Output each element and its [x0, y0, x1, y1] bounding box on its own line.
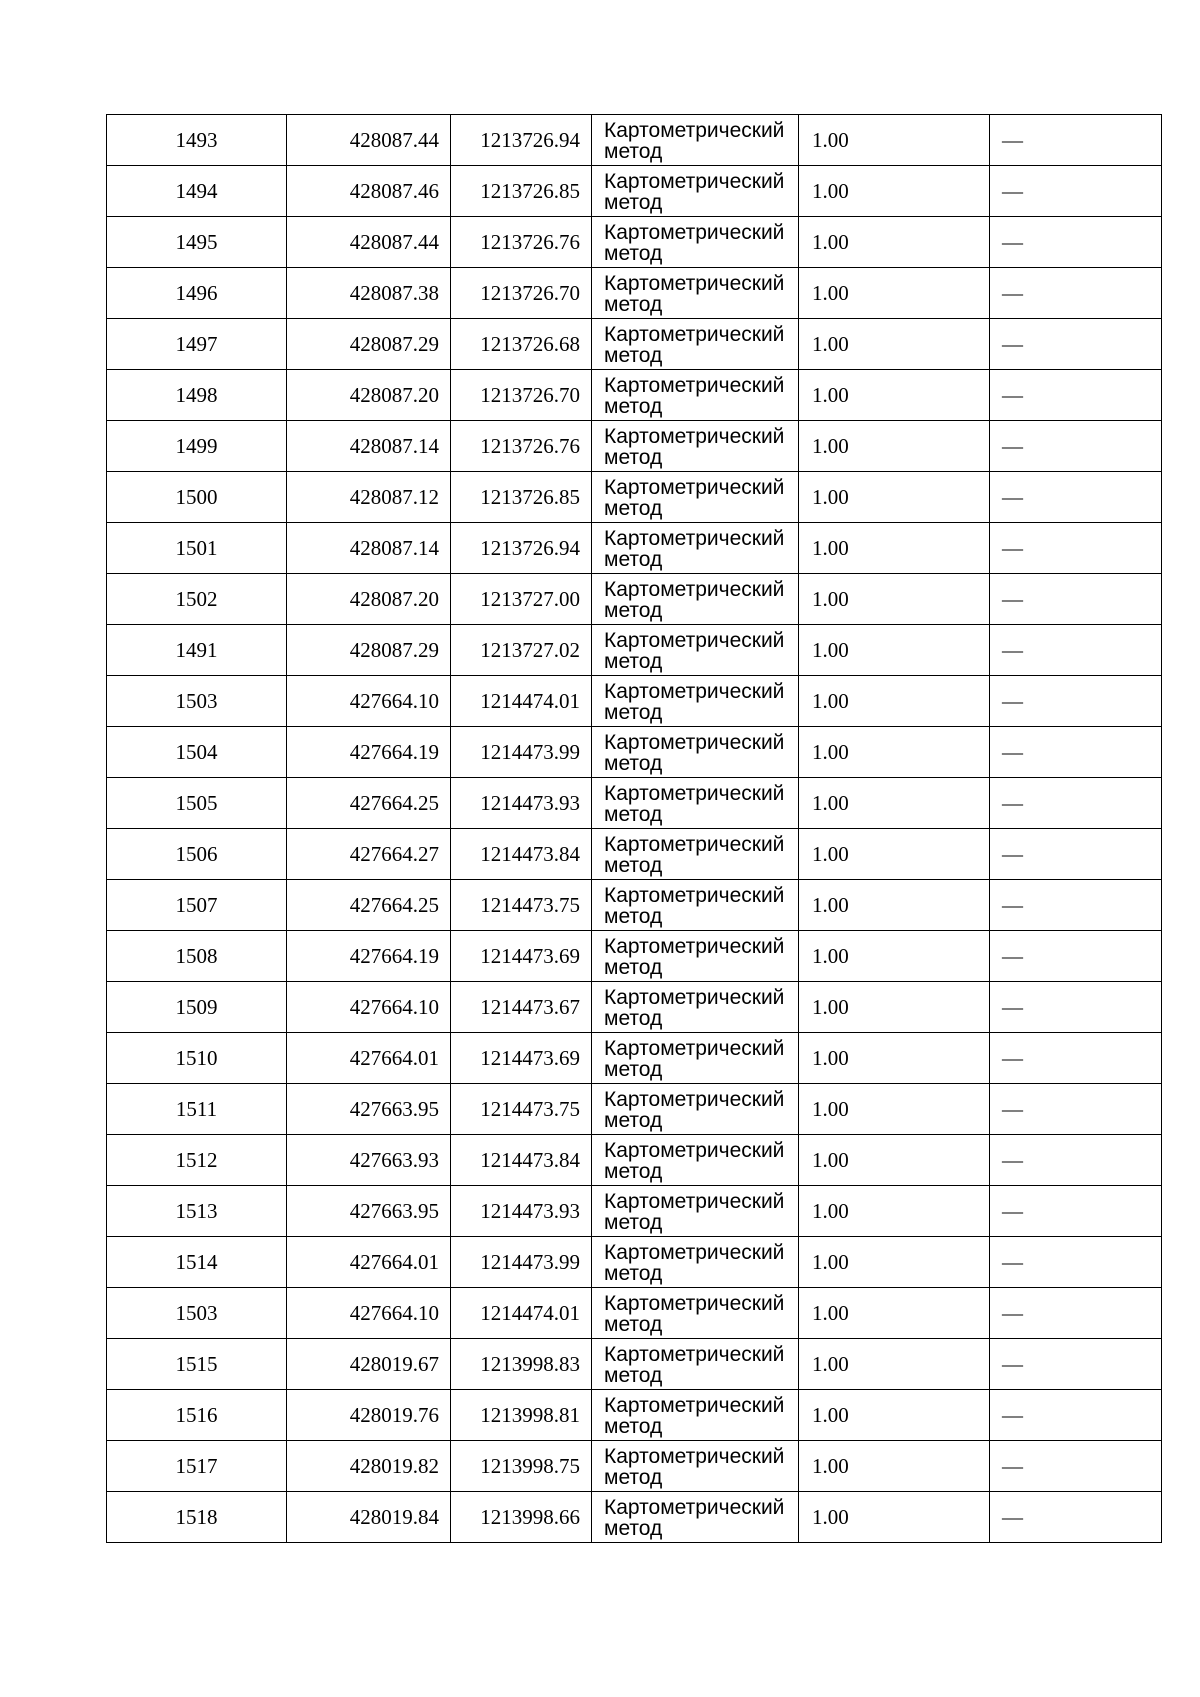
accuracy-cell: 1.00 [799, 472, 990, 523]
x-coordinate-cell: 428019.67 [287, 1339, 451, 1390]
method-text: Картометрический метод [604, 577, 785, 622]
x-coordinate-cell: 427663.95 [287, 1186, 451, 1237]
dash-text: — [1002, 1351, 1023, 1376]
dash-text: — [1002, 535, 1023, 560]
y-coordinate-cell: 1214473.99 [451, 1237, 592, 1288]
method-text: Картометрический метод [604, 526, 785, 571]
method-text: Картометрический метод [604, 781, 785, 826]
method-text: Картометрический метод [604, 220, 785, 265]
note-cell [990, 472, 1162, 523]
point-number-cell: 1503 [107, 676, 287, 727]
x-coordinate-cell: 427664.25 [287, 778, 451, 829]
point-number-cell: 1515 [107, 1339, 287, 1390]
accuracy-cell: 1.00 [799, 1186, 990, 1237]
point-number-cell: 1500 [107, 472, 287, 523]
x-coordinate-cell: 428087.38 [287, 268, 451, 319]
accuracy-cell: 1.00 [799, 727, 990, 778]
method-cell [592, 982, 799, 1033]
x-coordinate-cell: 427664.19 [287, 727, 451, 778]
note-cell [990, 1237, 1162, 1288]
method-cell [592, 931, 799, 982]
method-text: Картометрический метод [604, 373, 785, 418]
method-text: Картометрический метод [604, 1291, 785, 1336]
x-coordinate-cell: 428087.14 [287, 523, 451, 574]
method-text: Картометрический метод [604, 1393, 785, 1438]
table-row [107, 625, 1162, 676]
x-coordinate-cell: 428087.44 [287, 217, 451, 268]
note-cell [990, 1288, 1162, 1339]
coordinates-table [106, 114, 1162, 1543]
note-cell [990, 727, 1162, 778]
point-number-cell: 1507 [107, 880, 287, 931]
x-coordinate-cell: 427663.93 [287, 1135, 451, 1186]
dash-text: — [1002, 688, 1023, 713]
accuracy-cell: 1.00 [799, 166, 990, 217]
dash-text: — [1002, 586, 1023, 611]
table-row [107, 268, 1162, 319]
table-row [107, 1288, 1162, 1339]
dash-text: — [1002, 994, 1023, 1019]
method-text: Картометрический метод [604, 118, 785, 163]
method-cell [592, 319, 799, 370]
dash-text: — [1002, 127, 1023, 152]
note-cell [990, 1441, 1162, 1492]
method-cell [592, 625, 799, 676]
note-cell [990, 1390, 1162, 1441]
y-coordinate-cell: 1214473.84 [451, 829, 592, 880]
method-cell [592, 1492, 799, 1543]
method-text: Картометрический метод [604, 475, 785, 520]
table-row [107, 217, 1162, 268]
method-cell [592, 880, 799, 931]
table-row [107, 829, 1162, 880]
table-row [107, 1186, 1162, 1237]
method-text: Картометрический метод [604, 985, 785, 1030]
dash-text: — [1002, 739, 1023, 764]
dash-text: — [1002, 178, 1023, 203]
accuracy-cell: 1.00 [799, 1390, 990, 1441]
dash-text: — [1002, 790, 1023, 815]
x-coordinate-cell: 428087.20 [287, 574, 451, 625]
table-row [107, 1237, 1162, 1288]
y-coordinate-cell: 1213726.76 [451, 217, 592, 268]
dash-text: — [1002, 280, 1023, 305]
method-cell [592, 523, 799, 574]
method-text: Картометрический метод [604, 1138, 785, 1183]
dash-text: — [1002, 382, 1023, 407]
accuracy-cell: 1.00 [799, 829, 990, 880]
point-number-cell: 1517 [107, 1441, 287, 1492]
note-cell [990, 676, 1162, 727]
note-cell [990, 523, 1162, 574]
table-row [107, 472, 1162, 523]
accuracy-cell: 1.00 [799, 523, 990, 574]
table-row [107, 319, 1162, 370]
accuracy-cell: 1.00 [799, 1441, 990, 1492]
coordinates-table-body [107, 115, 1162, 1543]
dash-text: — [1002, 1198, 1023, 1223]
table-row [107, 1135, 1162, 1186]
x-coordinate-cell: 427664.25 [287, 880, 451, 931]
method-cell [592, 1135, 799, 1186]
method-cell [592, 1186, 799, 1237]
table-row [107, 574, 1162, 625]
note-cell [990, 421, 1162, 472]
x-coordinate-cell: 427663.95 [287, 1084, 451, 1135]
accuracy-cell: 1.00 [799, 421, 990, 472]
method-text: Картометрический метод [604, 1087, 785, 1132]
dash-text: — [1002, 943, 1023, 968]
method-text: Картометрический метод [604, 832, 785, 877]
y-coordinate-cell: 1214473.69 [451, 1033, 592, 1084]
point-number-cell: 1505 [107, 778, 287, 829]
x-coordinate-cell: 428019.82 [287, 1441, 451, 1492]
table-row [107, 880, 1162, 931]
y-coordinate-cell: 1213998.81 [451, 1390, 592, 1441]
y-coordinate-cell: 1214473.67 [451, 982, 592, 1033]
y-coordinate-cell: 1213998.75 [451, 1441, 592, 1492]
dash-text: — [1002, 433, 1023, 458]
dash-text: — [1002, 892, 1023, 917]
y-coordinate-cell: 1213726.85 [451, 472, 592, 523]
table-row [107, 982, 1162, 1033]
accuracy-cell: 1.00 [799, 931, 990, 982]
x-coordinate-cell: 427664.10 [287, 1288, 451, 1339]
point-number-cell: 1493 [107, 115, 287, 166]
method-text: Картометрический метод [604, 1495, 785, 1540]
point-number-cell: 1514 [107, 1237, 287, 1288]
method-text: Картометрический метод [604, 1036, 785, 1081]
method-cell [592, 268, 799, 319]
y-coordinate-cell: 1213726.94 [451, 523, 592, 574]
accuracy-cell: 1.00 [799, 574, 990, 625]
table-row [107, 931, 1162, 982]
table-row [107, 1441, 1162, 1492]
x-coordinate-cell: 428087.46 [287, 166, 451, 217]
method-text: Картометрический метод [604, 628, 785, 673]
point-number-cell: 1510 [107, 1033, 287, 1084]
dash-text: — [1002, 1402, 1023, 1427]
y-coordinate-cell: 1213726.76 [451, 421, 592, 472]
table-row [107, 370, 1162, 421]
y-coordinate-cell: 1213727.02 [451, 625, 592, 676]
table-row [107, 115, 1162, 166]
accuracy-cell: 1.00 [799, 1033, 990, 1084]
method-text: Картометрический метод [604, 883, 785, 928]
method-text: Картометрический метод [604, 730, 785, 775]
method-text: Картометрический метод [604, 322, 785, 367]
point-number-cell: 1512 [107, 1135, 287, 1186]
method-text: Картометрический метод [604, 934, 785, 979]
y-coordinate-cell: 1213727.00 [451, 574, 592, 625]
note-cell [990, 370, 1162, 421]
x-coordinate-cell: 427664.10 [287, 676, 451, 727]
dash-text: — [1002, 841, 1023, 866]
accuracy-cell: 1.00 [799, 319, 990, 370]
method-cell [592, 115, 799, 166]
method-text: Картометрический метод [604, 1189, 785, 1234]
point-number-cell: 1504 [107, 727, 287, 778]
point-number-cell: 1497 [107, 319, 287, 370]
note-cell [990, 880, 1162, 931]
y-coordinate-cell: 1214474.01 [451, 1288, 592, 1339]
method-text: Картометрический метод [604, 169, 785, 214]
method-cell [592, 778, 799, 829]
point-number-cell: 1509 [107, 982, 287, 1033]
method-cell [592, 1339, 799, 1390]
note-cell [990, 319, 1162, 370]
point-number-cell: 1499 [107, 421, 287, 472]
table-row [107, 1492, 1162, 1543]
y-coordinate-cell: 1214473.84 [451, 1135, 592, 1186]
x-coordinate-cell: 428019.76 [287, 1390, 451, 1441]
dash-text: — [1002, 1249, 1023, 1274]
accuracy-cell: 1.00 [799, 115, 990, 166]
accuracy-cell: 1.00 [799, 1135, 990, 1186]
method-cell [592, 676, 799, 727]
method-text: Картометрический метод [604, 1240, 785, 1285]
note-cell [990, 1135, 1162, 1186]
table-row [107, 1390, 1162, 1441]
point-number-cell: 1491 [107, 625, 287, 676]
method-cell [592, 1237, 799, 1288]
note-cell [990, 217, 1162, 268]
accuracy-cell: 1.00 [799, 982, 990, 1033]
note-cell [990, 1186, 1162, 1237]
accuracy-cell: 1.00 [799, 1237, 990, 1288]
method-cell [592, 472, 799, 523]
note-cell [990, 778, 1162, 829]
method-cell [592, 829, 799, 880]
point-number-cell: 1501 [107, 523, 287, 574]
point-number-cell: 1503 [107, 1288, 287, 1339]
point-number-cell: 1494 [107, 166, 287, 217]
point-number-cell: 1495 [107, 217, 287, 268]
y-coordinate-cell: 1213998.83 [451, 1339, 592, 1390]
table-row [107, 1033, 1162, 1084]
point-number-cell: 1506 [107, 829, 287, 880]
note-cell [990, 625, 1162, 676]
accuracy-cell: 1.00 [799, 1339, 990, 1390]
note-cell [990, 982, 1162, 1033]
point-number-cell: 1516 [107, 1390, 287, 1441]
accuracy-cell: 1.00 [799, 1084, 990, 1135]
accuracy-cell: 1.00 [799, 880, 990, 931]
table-row [107, 166, 1162, 217]
method-cell [592, 1084, 799, 1135]
note-cell [990, 1339, 1162, 1390]
dash-text: — [1002, 637, 1023, 662]
dash-text: — [1002, 331, 1023, 356]
dash-text: — [1002, 1300, 1023, 1325]
dash-text: — [1002, 229, 1023, 254]
y-coordinate-cell: 1213726.70 [451, 268, 592, 319]
accuracy-cell: 1.00 [799, 268, 990, 319]
note-cell [990, 1084, 1162, 1135]
method-text: Картометрический метод [604, 1342, 785, 1387]
method-cell [592, 727, 799, 778]
accuracy-cell: 1.00 [799, 676, 990, 727]
point-number-cell: 1508 [107, 931, 287, 982]
note-cell [990, 931, 1162, 982]
method-cell [592, 1441, 799, 1492]
x-coordinate-cell: 428087.12 [287, 472, 451, 523]
y-coordinate-cell: 1214473.99 [451, 727, 592, 778]
y-coordinate-cell: 1214474.01 [451, 676, 592, 727]
y-coordinate-cell: 1214473.75 [451, 880, 592, 931]
x-coordinate-cell: 427664.01 [287, 1033, 451, 1084]
method-cell [592, 574, 799, 625]
note-cell [990, 1492, 1162, 1543]
y-coordinate-cell: 1213998.66 [451, 1492, 592, 1543]
table-row [107, 727, 1162, 778]
y-coordinate-cell: 1213726.85 [451, 166, 592, 217]
accuracy-cell: 1.00 [799, 778, 990, 829]
accuracy-cell: 1.00 [799, 217, 990, 268]
method-cell [592, 421, 799, 472]
dash-text: — [1002, 1453, 1023, 1478]
method-cell [592, 166, 799, 217]
method-text: Картометрический метод [604, 271, 785, 316]
table-row [107, 421, 1162, 472]
y-coordinate-cell: 1213726.68 [451, 319, 592, 370]
y-coordinate-cell: 1214473.93 [451, 778, 592, 829]
dash-text: — [1002, 1045, 1023, 1070]
method-text: Картометрический метод [604, 679, 785, 724]
dash-text: — [1002, 1147, 1023, 1172]
method-cell [592, 370, 799, 421]
accuracy-cell: 1.00 [799, 625, 990, 676]
dash-text: — [1002, 484, 1023, 509]
x-coordinate-cell: 428087.14 [287, 421, 451, 472]
x-coordinate-cell: 427664.01 [287, 1237, 451, 1288]
x-coordinate-cell: 428087.29 [287, 319, 451, 370]
x-coordinate-cell: 427664.10 [287, 982, 451, 1033]
x-coordinate-cell: 428087.44 [287, 115, 451, 166]
y-coordinate-cell: 1213726.94 [451, 115, 592, 166]
method-cell [592, 1390, 799, 1441]
point-number-cell: 1511 [107, 1084, 287, 1135]
x-coordinate-cell: 428019.84 [287, 1492, 451, 1543]
y-coordinate-cell: 1214473.93 [451, 1186, 592, 1237]
accuracy-cell: 1.00 [799, 1288, 990, 1339]
note-cell [990, 268, 1162, 319]
method-cell [592, 217, 799, 268]
point-number-cell: 1502 [107, 574, 287, 625]
method-text: Картометрический метод [604, 1444, 785, 1489]
table-row [107, 523, 1162, 574]
x-coordinate-cell: 428087.20 [287, 370, 451, 421]
note-cell [990, 829, 1162, 880]
method-cell [592, 1033, 799, 1084]
accuracy-cell: 1.00 [799, 370, 990, 421]
note-cell [990, 115, 1162, 166]
accuracy-cell: 1.00 [799, 1492, 990, 1543]
table-row [107, 676, 1162, 727]
table-row [107, 1339, 1162, 1390]
method-text: Картометрический метод [604, 424, 785, 469]
dash-text: — [1002, 1504, 1023, 1529]
x-coordinate-cell: 427664.19 [287, 931, 451, 982]
table-row [107, 778, 1162, 829]
note-cell [990, 574, 1162, 625]
x-coordinate-cell: 427664.27 [287, 829, 451, 880]
point-number-cell: 1513 [107, 1186, 287, 1237]
method-cell [592, 1288, 799, 1339]
point-number-cell: 1496 [107, 268, 287, 319]
dash-text: — [1002, 1096, 1023, 1121]
point-number-cell: 1518 [107, 1492, 287, 1543]
table-row [107, 1084, 1162, 1135]
note-cell [990, 166, 1162, 217]
y-coordinate-cell: 1213726.70 [451, 370, 592, 421]
note-cell [990, 1033, 1162, 1084]
point-number-cell: 1498 [107, 370, 287, 421]
y-coordinate-cell: 1214473.69 [451, 931, 592, 982]
x-coordinate-cell: 428087.29 [287, 625, 451, 676]
y-coordinate-cell: 1214473.75 [451, 1084, 592, 1135]
